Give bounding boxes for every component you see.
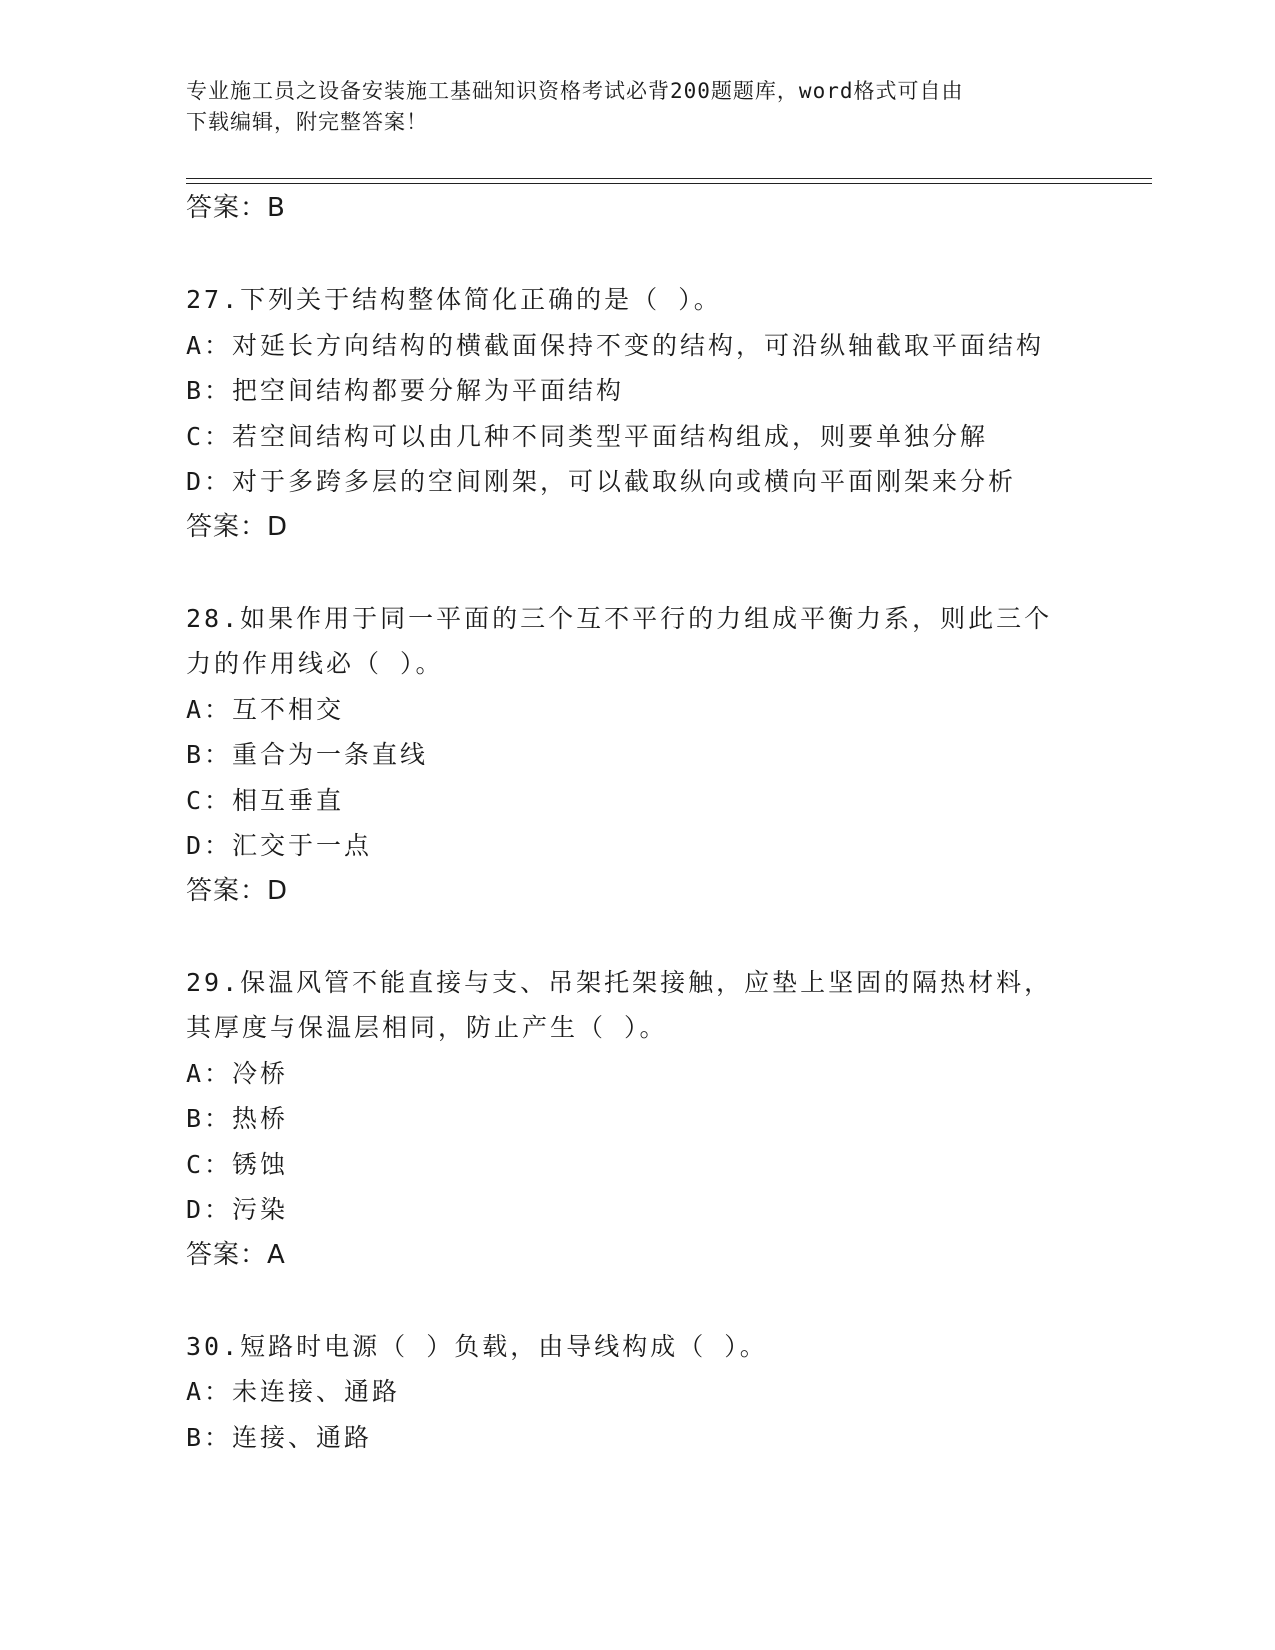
- question-29-answer: 答案：A: [186, 1239, 286, 1270]
- question-29-stem-line-1: 29.保温风管不能直接与支、吊架托架接触，应垫上坚固的隔热材料，: [186, 967, 1053, 997]
- question-27-option-b: B：把空间结构都要分解为平面结构: [186, 376, 625, 405]
- question-30: [186, 1324, 1086, 1461]
- question-list: [186, 186, 1086, 1460]
- spacer: [186, 1278, 1086, 1324]
- spacer: [186, 550, 1086, 596]
- spacer: [186, 914, 1086, 960]
- question-28-option-a: A：互不相交: [186, 694, 345, 724]
- question-29-option-d: D：污染: [186, 1195, 289, 1224]
- question-28-answer: 答案：D: [186, 875, 289, 906]
- question-28-option-c: C：相互垂直: [186, 785, 345, 815]
- question-29-option-b: B：热桥: [186, 1104, 289, 1133]
- question-30-option-a: A：未连接、通路: [186, 1377, 401, 1406]
- question-28-option-b: B：重合为一条直线: [186, 740, 429, 769]
- question-27: [186, 277, 1086, 550]
- question-27-stem: 27.下列关于结构整体简化正确的是（ ）。: [186, 285, 722, 314]
- header-line-1: 专业施工员之设备安装施工基础知识资格考试必背200题题库，word格式可自由: [186, 79, 964, 103]
- header-rule-top: [186, 178, 1152, 179]
- question-28-stem-line-1: 28.如果作用于同一平面的三个互不平行的力组成平衡力系，则此三个: [186, 603, 1053, 633]
- question-27-answer: 答案：D: [186, 511, 289, 542]
- question-29-option-c: C：锈蚀: [186, 1149, 289, 1179]
- answer-26: 答案：B: [186, 193, 286, 223]
- question-28-stem-line-2: 力的作用线必（ ）。: [186, 649, 444, 678]
- question-27-option-a: A：对延长方向结构的横截面保持不变的结构，可沿纵轴截取平面结构: [186, 330, 1045, 360]
- question-29-stem-line-2: 其厚度与保温层相同，防止产生（ ）。: [186, 1013, 668, 1042]
- question-30-option-b: B：连接、通路: [186, 1422, 373, 1452]
- question-29: [186, 960, 1086, 1279]
- spacer: [186, 232, 1086, 278]
- question-27-option-c: C：若空间结构可以由几种不同类型平面结构组成，则要单独分解: [186, 421, 989, 451]
- question-28-option-d: D：汇交于一点: [186, 831, 373, 860]
- question-29-option-a: A：冷桥: [186, 1058, 289, 1088]
- question-28: [186, 596, 1086, 915]
- question-30-stem: 30.短路时电源（ ）负载，由导线构成（ ）。: [186, 1331, 768, 1361]
- header-line-2: 下载编辑，附完整答案！: [186, 110, 428, 134]
- document-header: [186, 76, 1066, 138]
- question-27-option-d: D：对于多跨多层的空间刚架，可以截取纵向或横向平面刚架来分析: [186, 467, 1017, 496]
- header-rule-bottom: [186, 183, 1152, 184]
